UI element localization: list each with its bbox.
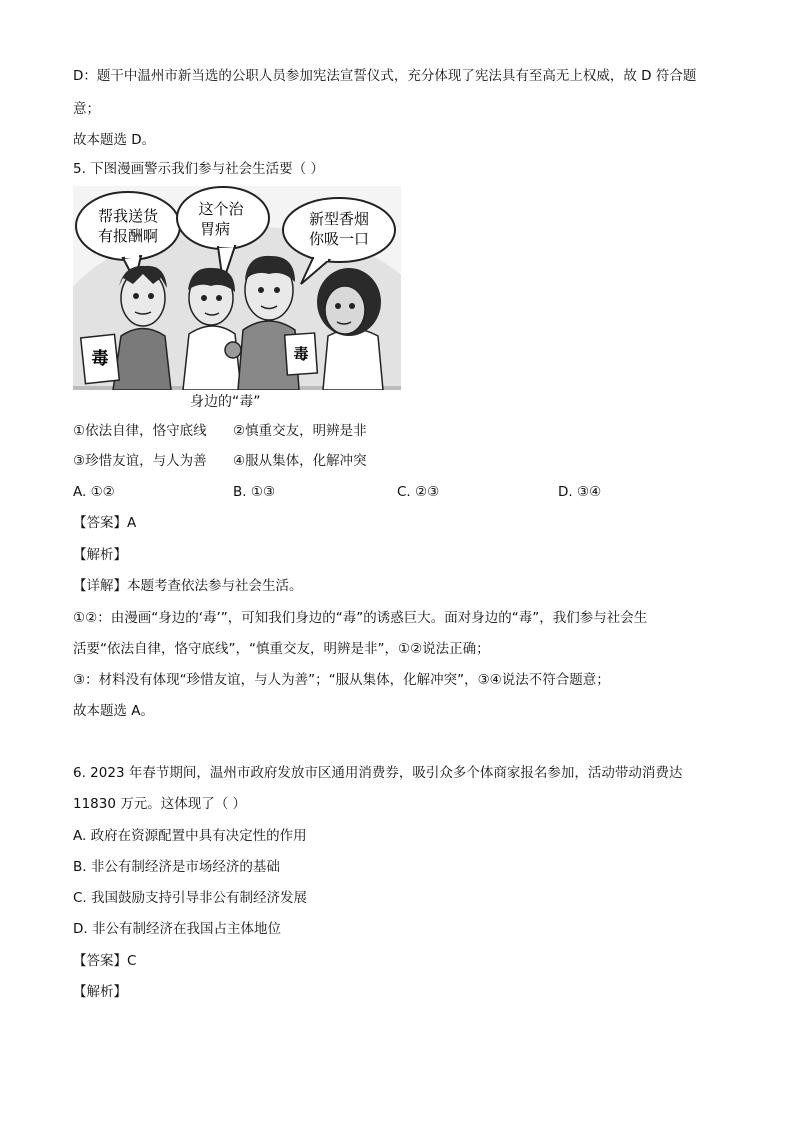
q5-analysis-heading: 【解析】 (73, 547, 127, 563)
q5-option-b: B. ①③ (233, 484, 276, 500)
q5-answer: 【答案】A (73, 515, 137, 531)
q4-option-d-explanation-line1: D：题干中温州市新当选的公职人员参加宪法宣誓仪式，充分体现了宪法具有至高无上权威，故 D 符合题 (73, 68, 697, 84)
q5-statement-3: ③珍惜友谊，与人为善 (73, 453, 207, 469)
poison-sign-left (81, 334, 120, 383)
q5-cartoon-image (73, 186, 401, 390)
q6-option-d: D. 非公有制经济在我国占主体地位 (73, 921, 281, 937)
q5-explanation-1-line2: 活要“依法自律，恪守底线”，“慎重交友，明辨是非”，①②说法正确； (73, 641, 490, 657)
q5-statement-2: ②慎重交友，明辨是非 (233, 423, 367, 439)
bubble1-line1: 帮我送货 (97, 207, 159, 225)
q6-option-b: B. 非公有制经济是市场经济的基础 (73, 859, 280, 875)
q4-option-d-explanation-line2: 意； (73, 101, 100, 117)
bubble2-line1: 这个治 (198, 200, 244, 218)
q4-conclusion: 故本题选 D。 (73, 132, 156, 148)
q5-option-d: D. ③④ (558, 484, 602, 500)
q6-option-a: A. 政府在资源配置中具有决定性的作用 (73, 828, 307, 844)
q5-cartoon-caption: 身边的“毒” (190, 394, 261, 410)
q5-statement-4: ④服从集体，化解冲突 (233, 453, 367, 469)
q5-explanation-1-line1: ①②：由漫画“身边的‘毒’”，可知我们身边的“毒”的诱惑巨大。面对身边的“毒”，我们参与社会生 (73, 610, 648, 626)
q5-explanation-2: ③：材料没有体现“珍惜友谊，与人为善”；“服从集体，化解冲突”，③④说法不符合题意； (73, 672, 610, 688)
q6-stem-line2: 11830 万元。这体现了（ ） (73, 796, 247, 812)
bubble3-line1: 新型香烟 (308, 210, 370, 228)
sign-left-text: 毒 (91, 349, 109, 369)
bubble1-line2: 有报酬啊 (97, 227, 159, 245)
bubble3-line2: 你吸一口 (308, 230, 370, 248)
q6-answer: 【答案】C (73, 953, 137, 969)
q6-option-c: C. 我国鼓励支持引导非公有制经济发展 (73, 890, 308, 906)
q5-statement-1: ①依法自律，恪守底线 (73, 423, 207, 439)
q5-option-c: C. ②③ (397, 484, 440, 500)
poison-sign-right (285, 333, 318, 375)
q5-detail: 【详解】本题考查依法参与社会生活。 (73, 578, 303, 594)
q5-conclusion: 故本题选 A。 (73, 703, 155, 719)
q6-stem-line1: 6. 2023 年春节期间，温州市政府发放市区通用消费券，吸引众多个体商家报名参加，活动带动消费达 (73, 765, 683, 781)
q6-analysis-heading: 【解析】 (73, 984, 127, 1000)
bubble2-line2: 胃病 (199, 220, 231, 238)
q5-stem: 5. 下图漫画警示我们参与社会生活要（ ） (73, 161, 324, 177)
q5-option-a: A. ①② (73, 484, 115, 500)
sign-right-text: 毒 (293, 345, 309, 363)
